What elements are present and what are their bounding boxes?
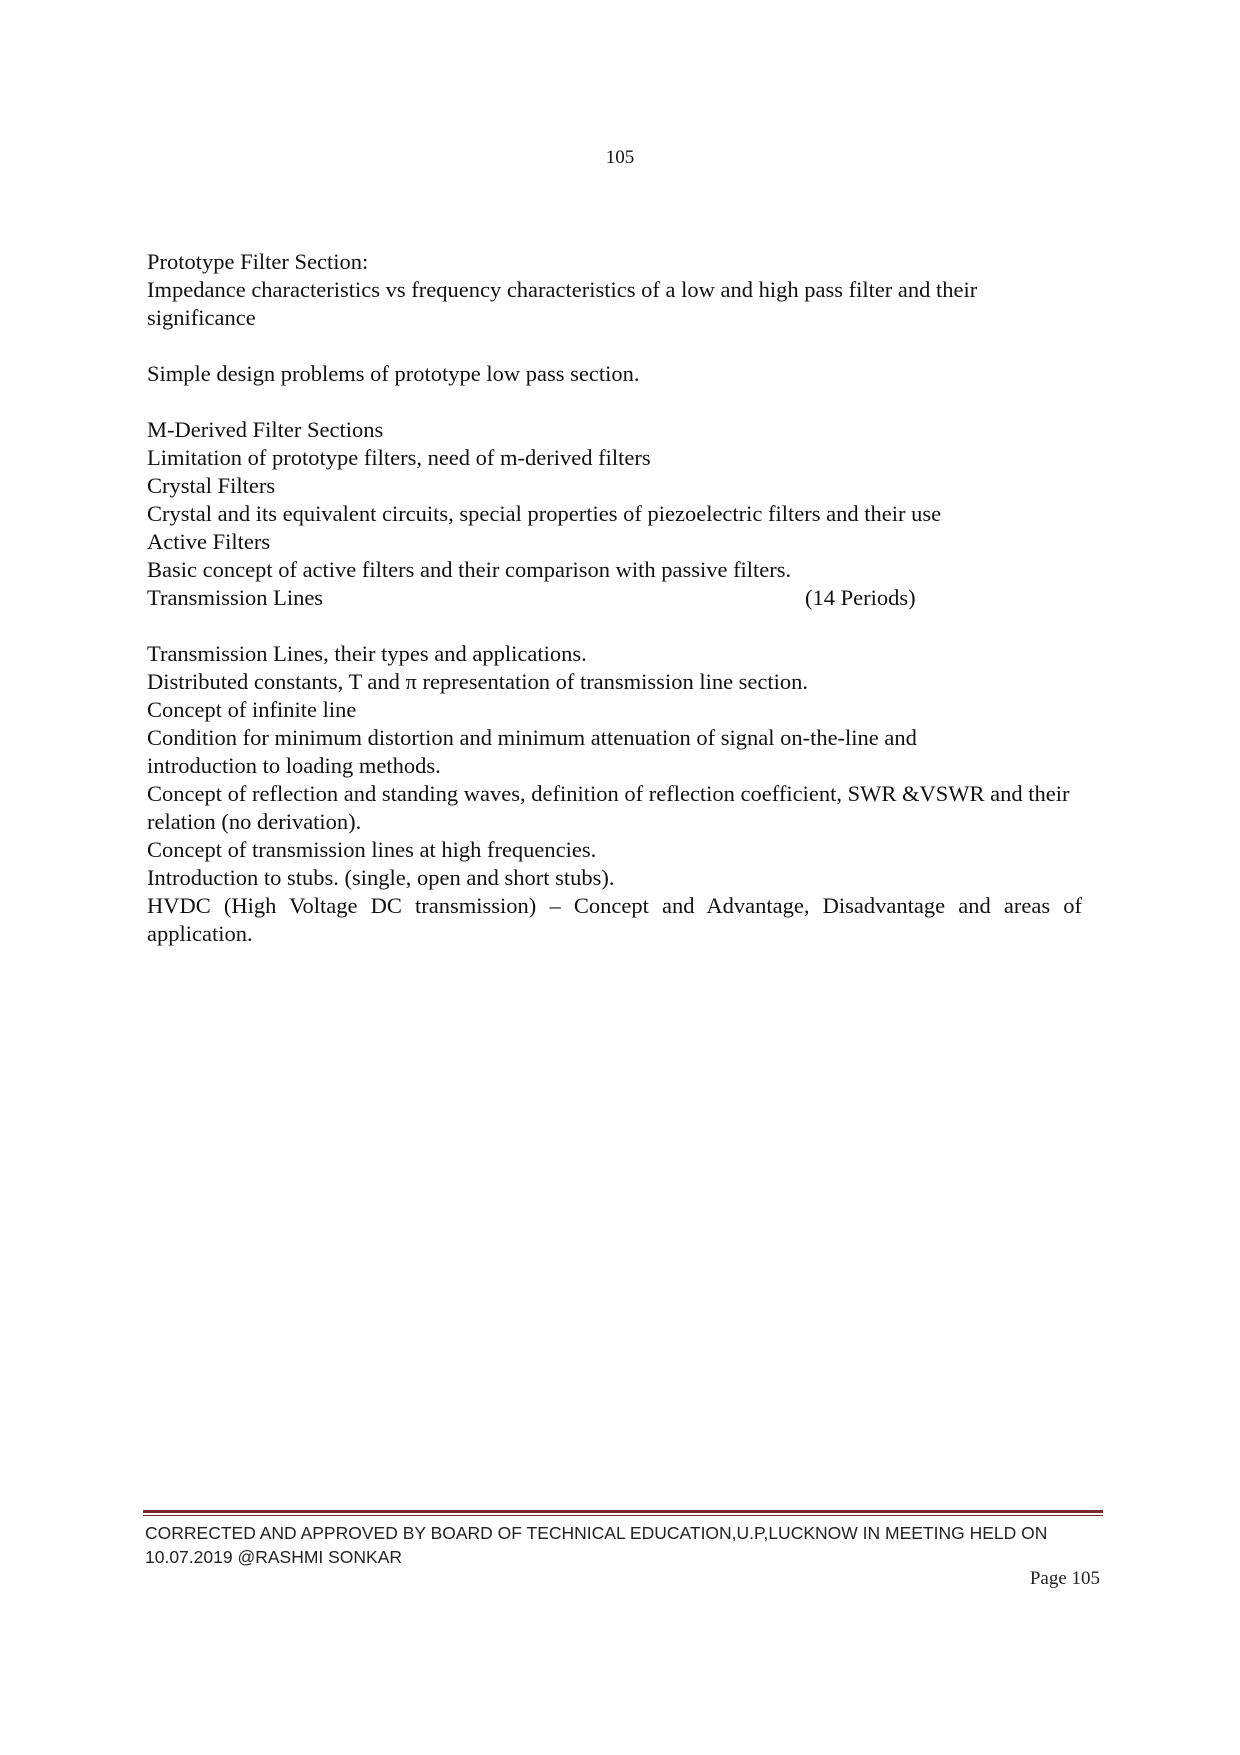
spacer — [147, 612, 1087, 640]
topic-distributed-constants: Distributed constants, T and π representation of transmission line section. — [147, 669, 809, 694]
topic-crystal-equivalent: Crystal and its equivalent circuits, special properties of piezoelectric filters and their use — [147, 501, 942, 526]
spacer — [147, 332, 1087, 360]
transmission-lines-heading-row — [147, 584, 1087, 612]
section-heading-prototype-filter: Prototype Filter Section: — [147, 249, 369, 274]
section-heading-m-derived: M-Derived Filter Sections — [147, 417, 384, 442]
topic-minimum-distortion: Condition for minimum distortion and minimum attenuation of signal on-the-line and introduction to loading methods. — [147, 725, 917, 778]
document-body — [147, 248, 1087, 948]
periods-count: (14 Periods) — [805, 585, 916, 610]
topic-simple-design-problems: Simple design problems of prototype low pass section. — [147, 361, 640, 386]
topic-transmission-types: Transmission Lines, their types and applications. — [147, 641, 587, 666]
topic-limitation-prototype: Limitation of prototype filters, need of m-derived filters — [147, 445, 651, 470]
topic-impedance-characteristics: Impedance characteristics vs frequency characteristics of a low and high pass filter and their significance — [147, 277, 978, 330]
footer-divider — [143, 1510, 1103, 1516]
topic-active-filters-concept: Basic concept of active filters and their comparison with passive filters. — [147, 557, 792, 582]
topic-stubs: Introduction to stubs. (single, open and short stubs). — [147, 865, 615, 890]
topic-infinite-line: Concept of infinite line — [147, 697, 357, 722]
footer-approval-text: CORRECTED AND APPROVED BY BOARD OF TECHNICAL EDUCATION,U.P,LUCKNOW IN MEETING HELD ON 10.07.2019 @RASHMI SONKAR — [145, 1523, 1048, 1567]
topic-reflection-standing-waves: Concept of reflection and standing waves, definition of reflection coefficient, SWR &VSWR and their relation (no derivation). — [147, 781, 1070, 834]
page-number-top: 105 — [605, 147, 635, 168]
topic-high-frequencies: Concept of transmission lines at high frequencies. — [147, 837, 597, 862]
section-heading-crystal-filters: Crystal Filters — [147, 473, 276, 498]
section-heading-active-filters: Active Filters — [147, 529, 271, 554]
spacer — [147, 388, 1087, 416]
footer-page-label: Page 105 — [1029, 1568, 1100, 1589]
section-heading-transmission-lines: Transmission Lines — [147, 585, 324, 610]
topic-hvdc: HVDC (High Voltage DC transmission) – Concept and Advantage, Disadvantage and areas of application. — [147, 893, 1082, 946]
